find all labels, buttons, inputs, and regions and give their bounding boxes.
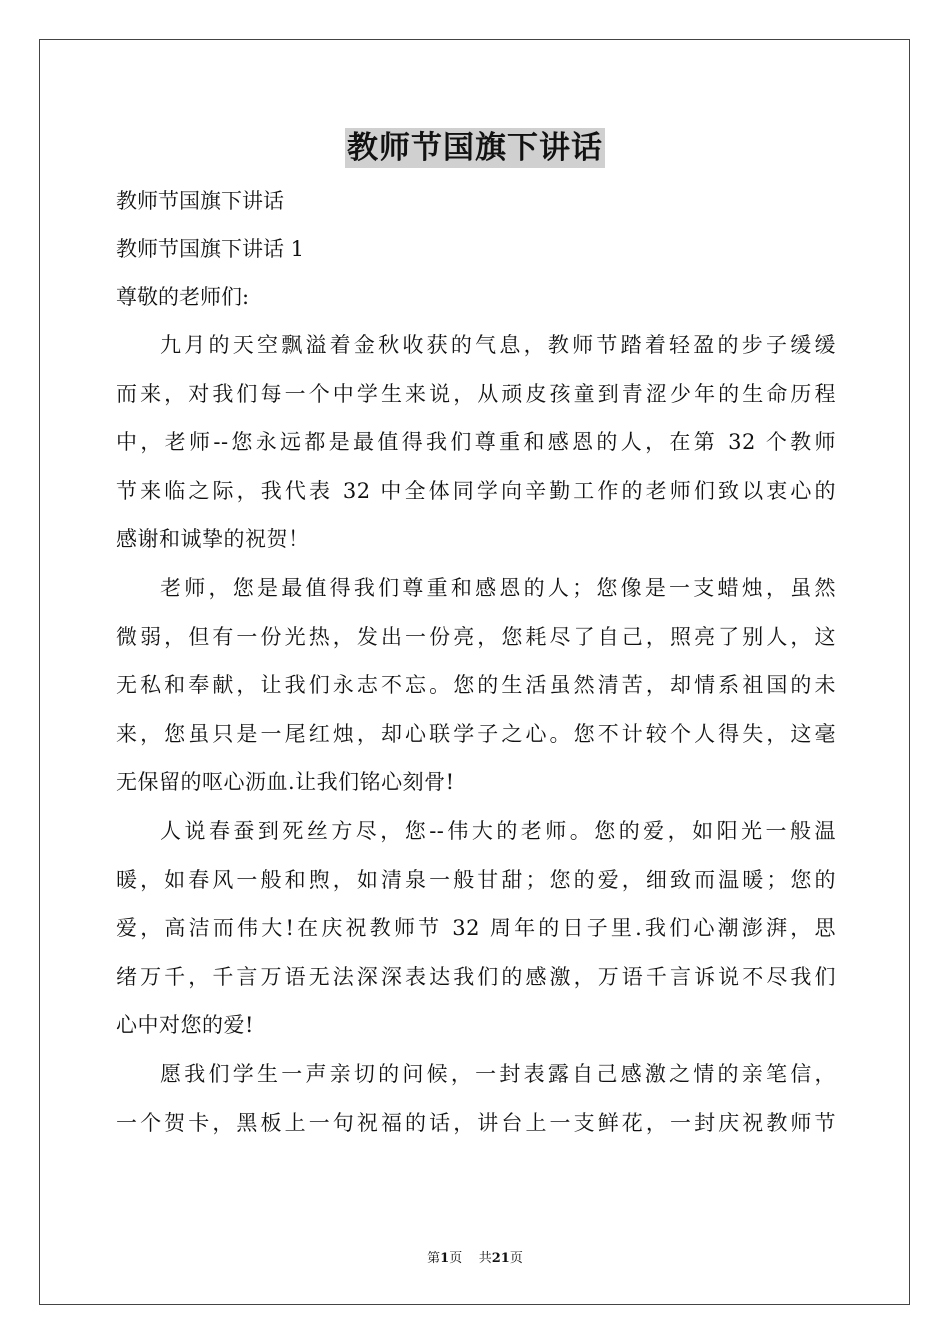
paragraph-line: 来，您虽只是一尾红烛，却心联学子之心。您不计较个人得失，这毫 [116, 721, 836, 746]
paragraph-line: 微弱，但有一份光热，发出一份亮，您耗尽了自己，照亮了别人，这 [116, 624, 836, 649]
paragraph-line: 爱，高洁而伟大!在庆祝教师节 32 周年的日子里.我们心潮澎湃，思 [116, 916, 836, 941]
page-footer [0, 1247, 950, 1266]
document-title: 教师节国旗下讲话 [347, 130, 603, 166]
paragraph-line: 无私和奉献，让我们永志不忘。您的生活虽然清苦，却情系祖国的未 [116, 673, 836, 698]
paragraph-line: 愿我们学生一声亲切的问候，一封表露自己感激之情的亲笔信， [160, 1061, 836, 1086]
paragraph-line: 人说春蚕到死丝方尽，您--伟大的老师。您的爱，如阳光一般温 [160, 818, 836, 843]
paragraph-line: 节来临之际，我代表 32 中全体同学向辛勤工作的老师们致以衷心的 [116, 478, 836, 503]
page-suffix: 页 [449, 1251, 463, 1266]
paragraph-3 [116, 807, 836, 1050]
paragraph-line: 心中对您的爱! [116, 1013, 254, 1038]
section-heading: 教师节国旗下讲话 1 [116, 237, 305, 261]
paragraph-line: 绪万千，千言万语无法深深表达我们的感激，万语千言诉说不尽我们 [116, 964, 836, 989]
total-prefix: 共 [478, 1251, 492, 1266]
salutation: 尊敬的老师们: [116, 285, 250, 309]
paragraph-line: 无保留的呕心沥血.让我们铭心刻骨! [116, 770, 455, 795]
total-pages: 21 [491, 1251, 510, 1266]
paragraph-line: 感谢和诚挚的祝贺！ [116, 527, 310, 552]
paragraph-4 [116, 1050, 836, 1147]
page-prefix: 第 [427, 1251, 441, 1266]
total-suffix: 页 [509, 1251, 523, 1266]
paragraph-line: 暖，如春风一般和煦，如清泉一般甘甜；您的爱，细致而温暖；您的 [116, 867, 836, 892]
paragraph-line: 老师，您是最值得我们尊重和感恩的人；您像是一支蜡烛，虽然 [160, 575, 836, 600]
paragraph-line: 而来，对我们每一个中学生来说，从顽皮孩童到青涩少年的生命历程 [116, 381, 836, 406]
title-container [0, 128, 950, 168]
paragraph-line: 中，老师--您永远都是最值得我们尊重和感恩的人，在第 32 个教师 [116, 430, 836, 455]
page-number: 1 [440, 1251, 450, 1266]
paragraph-1 [116, 321, 836, 564]
document-body [116, 177, 836, 1147]
subtitle-line: 教师节国旗下讲话 [116, 189, 284, 213]
paragraph-line: 一个贺卡，黑板上一句祝福的话，讲台上一支鲜花，一封庆祝教师节 [116, 1110, 836, 1135]
paragraph-2 [116, 564, 836, 807]
paragraph-line: 九月的天空飘溢着金秋收获的气息，教师节踏着轻盈的步子缓缓 [160, 333, 836, 357]
